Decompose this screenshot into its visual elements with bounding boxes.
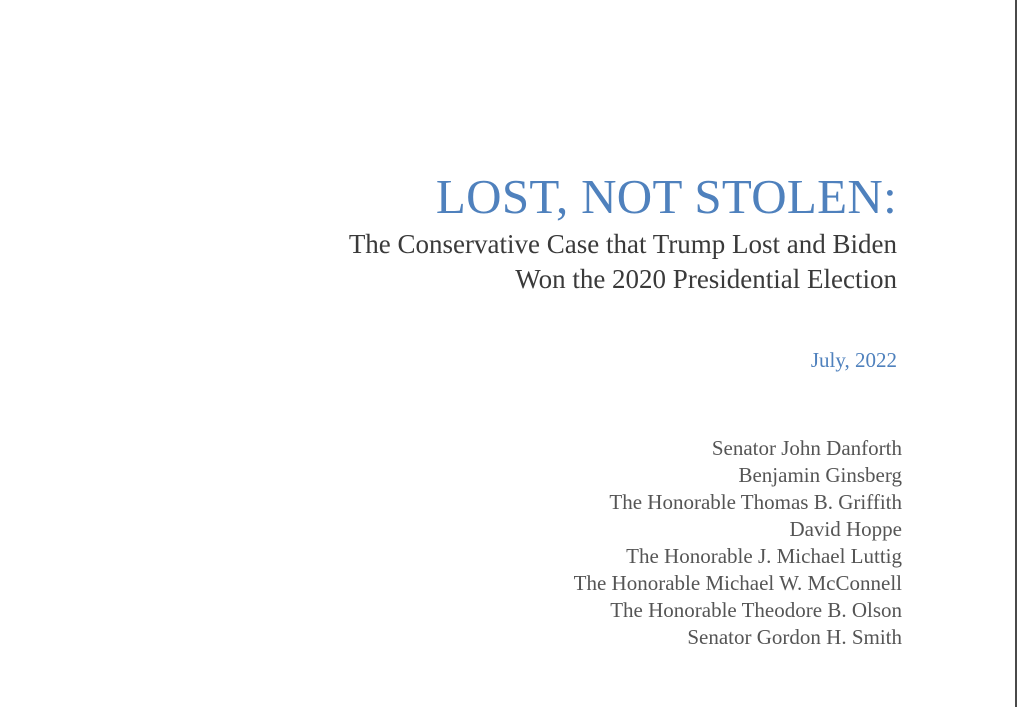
author-name: The Honorable Michael W. McConnell	[573, 571, 902, 595]
author-name: David Hoppe	[789, 517, 902, 541]
document-title: LOST, NOT STOLEN:	[435, 169, 897, 224]
publication-date: July, 2022	[810, 348, 897, 372]
author-name: Senator John Danforth	[711, 436, 902, 460]
author-name: Benjamin Ginsberg	[738, 463, 902, 487]
author-name: The Honorable J. Michael Luttig	[626, 544, 902, 568]
author-name: The Honorable Theodore B. Olson	[610, 598, 902, 622]
author-list	[574, 435, 902, 651]
subtitle-line-1: The Conservative Case that Trump Lost and Biden	[348, 229, 897, 259]
author-name: Senator Gordon H. Smith	[687, 625, 902, 649]
subtitle-line-2: Won the 2020 Presidential Election	[515, 264, 897, 294]
document-subtitle	[349, 227, 897, 297]
author-name: The Honorable Thomas B. Griffith	[609, 490, 902, 514]
